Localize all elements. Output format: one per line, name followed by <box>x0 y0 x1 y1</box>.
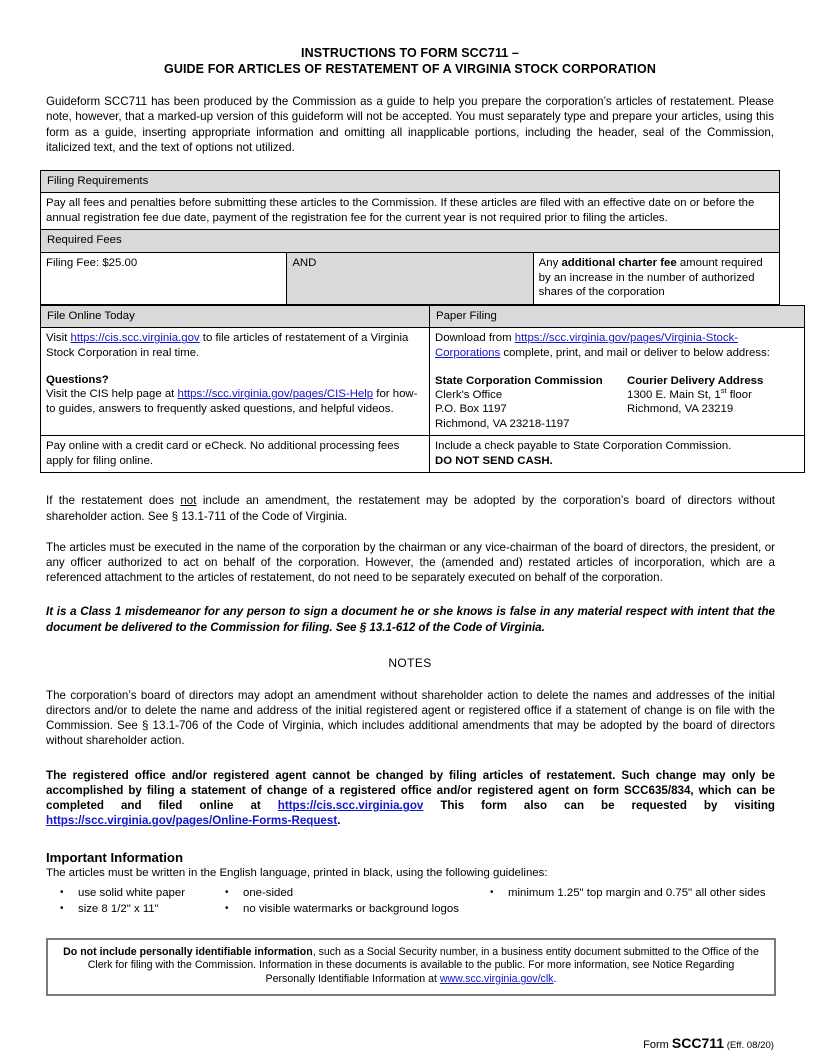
footer-effective-date: (Eff. 08/20) <box>724 1039 774 1051</box>
list-item: • no visible watermarks or background logos <box>215 902 480 917</box>
courier-address-line-2: Richmond, VA 23219 <box>627 403 734 416</box>
questions-heading: Questions? <box>46 373 109 386</box>
guidelines-column-3 <box>480 886 770 919</box>
mail-address-title: State Corporation Commission <box>435 374 603 387</box>
title-line-1: INSTRUCTIONS TO FORM SCC711 – <box>301 46 519 60</box>
footer-label: Form <box>643 1038 672 1051</box>
table-row <box>41 253 780 305</box>
important-information-heading: Important Information <box>46 850 183 866</box>
pii-notice-text: , such as a Social Security number, in a business entity document submitted to the Office of the Clerk for filing with the Commission. Information in these documents is available to the public. For more information, see Notice Regarding Personally Identifiable Information at <box>87 945 759 986</box>
list-item: • use solid white paper <box>50 886 215 901</box>
guidelines-bullet-columns <box>40 886 780 919</box>
courier-street-post: floor <box>726 388 752 401</box>
questions-prefix: Visit the CIS help page at <box>46 388 178 401</box>
fee-extra-bold: additional charter fee <box>561 257 677 269</box>
paragraph-notes-board-amendment: The corporation’s board of directors may adopt an amendment without shareholder action to delete the names and addresses of the initial directors and/or to delete the name and address of the initial registered agent or registered office if a statement of change is on file with the Commission. See § 13.1-706 of the Code of Virginia, which includes additional amendments that may be adopted by the board of directors without shareholder action. <box>46 688 775 748</box>
notes2-part-1: The registered office and/or registered agent cannot be changed by filing articles of restatement. Such change may only be accomplished by filing a statement of change of a registered office and/or registered agent on form SCC635/834, which can be completed and filed online at <box>46 768 775 813</box>
fee-extra-suffix: amount required by an increase in the number of authorized shares of the corporation <box>538 257 763 299</box>
courier-ordinal-suffix: st <box>720 386 727 396</box>
paper-filing-heading: Paper Filing <box>430 305 805 328</box>
table-row <box>41 170 780 193</box>
courier-address-block <box>627 374 787 432</box>
additional-charter-fee-cell <box>533 253 779 305</box>
pii-notice-lead: Do not include personally identifiable information <box>63 945 313 958</box>
required-fees-heading: Required Fees <box>41 230 780 253</box>
paper-filing-cell <box>430 328 805 436</box>
pii-notice-end: . <box>553 973 557 986</box>
filing-requirements-body: Pay all fees and penalties before submitting these articles to the Commission. If these articles are filed with an effective date on or before the annual registration fee due date, payment of the registration fee for the current year is not required prior to filing the articles. <box>41 193 780 230</box>
questions-line <box>46 387 424 416</box>
form-footer <box>40 1035 780 1051</box>
paragraph-execution: The articles must be executed in the name of the corporation by the chairman or any vice-chairman of the board of directors, the president, or any officer authorized to act on behalf of the corporation. However, the (amended and) restated articles of incorporation, which are a referenced attachment to the articles of restatement, do not need to be separately executed on behalf of the corporation. <box>46 540 775 585</box>
table-row <box>41 305 805 328</box>
filing-options-table <box>40 305 805 474</box>
guidelines-column-1 <box>50 886 215 919</box>
mail-address-line-2: P.O. Box 1197 <box>435 403 507 416</box>
mail-address-line-3: Richmond, VA 23218-1197 <box>435 417 570 430</box>
online-payment-note: Pay online with a credit card or eCheck. No additional processing fees apply for filing online. <box>41 436 430 473</box>
intro-paragraph: Guideform SCC711 has been produced by the Commission as a guide to help you prepare the corporation’s articles of restatement. Please note, however, that a marked-up version of this guideform will not be accepted. You must separately type and prepare your articles, using this form as a guide, inserting appropriate information and omitting all inapplicable portions, including the header, seal of the Commission, italicized text, and the text of options not utilized. <box>46 95 774 155</box>
table-row <box>41 436 805 473</box>
paper-download-prefix: Download from <box>435 332 515 345</box>
notes2-part-2: This form also can be requested by visiting <box>423 799 775 813</box>
file-online-cell <box>41 328 430 436</box>
online-forms-request-link[interactable]: https://scc.virginia.gov/pages/Online-Forms-Request <box>46 814 338 828</box>
important-information-subheading: The articles must be written in the English language, printed in black, using the following guidelines: <box>46 867 548 880</box>
paper-payment-note <box>430 436 805 473</box>
paragraph-misdemeanor-warning: It is a Class 1 misdemeanor for any person to sign a document he or she knows is false in any material respect with intent that the document be delivered to the Commission for filing. See § 13.1-612 of the Code of Virginia. <box>46 605 775 634</box>
restatement-post: include an amendment, the restatement may be adopted by the corporation’s board of directors without shareholder action. See § 13.1-711 of the Code of Virginia. <box>46 494 775 523</box>
file-online-heading: File Online Today <box>41 305 430 328</box>
footer-form-number: SCC711 <box>671 1034 725 1051</box>
questions-suffix: for how-to guides, answers to frequently asked questions, and helpful videos. <box>46 388 418 415</box>
restatement-not-emphasis: not <box>180 494 197 508</box>
courier-street-pre: 1300 E. Main St, 1 <box>627 388 721 401</box>
fee-extra-prefix: Any <box>538 257 562 269</box>
title-line-2: GUIDE FOR ARTICLES OF RESTATEMENT OF A VIRGINIA STOCK CORPORATION <box>164 62 656 76</box>
table-row <box>41 230 780 253</box>
addresses-wrapper <box>435 374 799 432</box>
online-visit-line <box>46 331 424 360</box>
paper-download-line <box>435 331 799 360</box>
do-not-send-cash-note: DO NOT SEND CASH. <box>435 454 553 467</box>
restatement-pre: If the restatement does <box>46 494 181 508</box>
cis-portal-link-secondary[interactable]: https://cis.scc.virginia.gov <box>277 799 424 813</box>
filing-requirements-heading: Filing Requirements <box>41 170 780 193</box>
page-title <box>40 0 780 77</box>
notes-heading: NOTES <box>388 655 432 670</box>
paragraph-restatement <box>40 493 780 523</box>
paper-check-note: Include a check payable to State Corporation Commission. <box>435 440 732 453</box>
courier-address-line-1 <box>627 386 752 401</box>
list-item: • one-sided <box>215 886 480 901</box>
guidelines-column-2 <box>215 886 480 919</box>
cis-portal-link[interactable]: https://cis.scc.virginia.gov <box>70 332 200 345</box>
scc-clk-link[interactable]: www.scc.virginia.gov/clk <box>439 973 554 986</box>
document-page <box>40 0 780 1056</box>
notes2-part-3: . <box>337 814 341 828</box>
mail-address-line-1: Clerk's Office <box>435 388 503 401</box>
list-item: • minimum 1.25" top margin and 0.75" all other sides <box>480 886 770 901</box>
courier-address-title: Courier Delivery Address <box>627 374 764 387</box>
table-row <box>41 328 805 436</box>
paragraph-notes-registered-office <box>40 768 780 829</box>
mail-address-block <box>435 374 617 432</box>
cis-help-link[interactable]: https://scc.virginia.gov/pages/CIS-Help <box>177 388 374 401</box>
online-visit-suffix: to file articles of restatement of a Virginia Stock Corporation in real time. <box>46 332 409 359</box>
online-visit-prefix: Visit <box>46 332 71 345</box>
filing-fee-amount: Filing Fee: $25.00 <box>41 253 287 305</box>
fee-conjunction: AND <box>287 253 533 305</box>
paper-download-suffix: complete, print, and mail or deliver to below address: <box>500 346 770 359</box>
list-item: • size 8 1/2" x 11" <box>50 902 215 917</box>
table-row <box>41 193 780 230</box>
virginia-stock-corporations-link[interactable]: https://scc.virginia.gov/pages/Virginia-Stock-Corporations <box>435 332 739 359</box>
filing-requirements-table <box>40 170 780 305</box>
pii-notice-box <box>46 938 776 996</box>
